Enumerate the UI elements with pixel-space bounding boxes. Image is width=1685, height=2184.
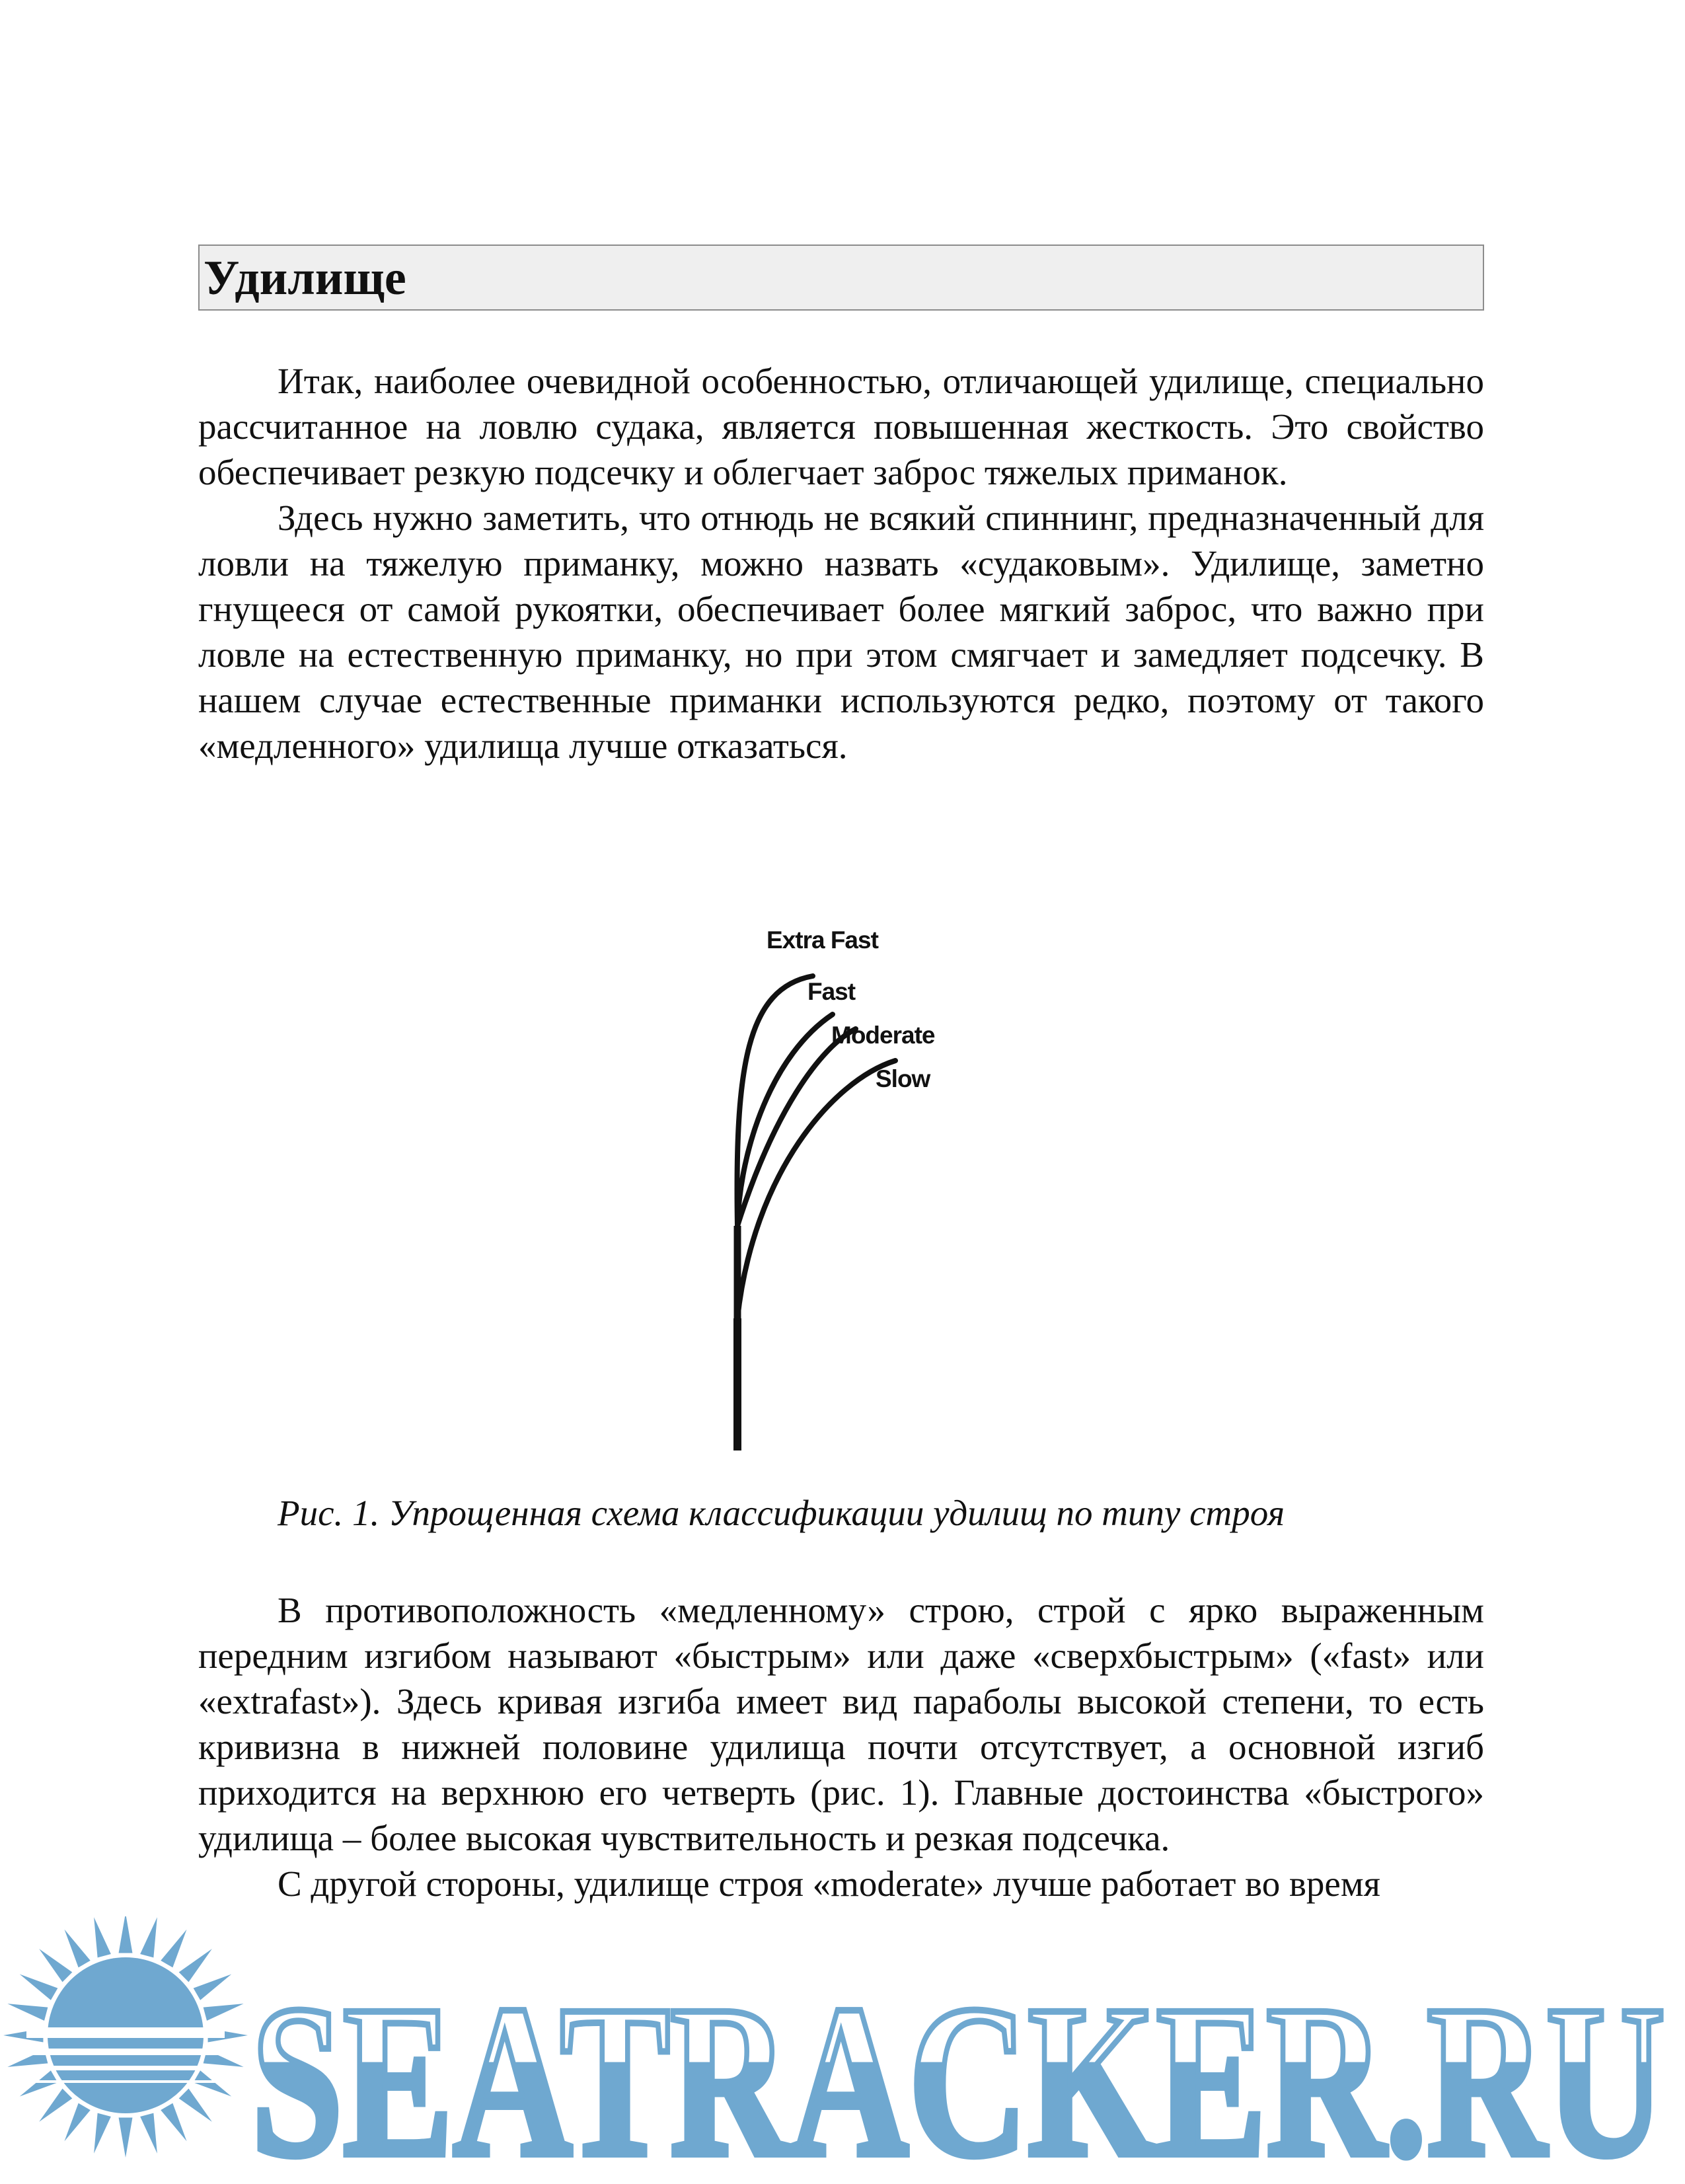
rod-action-diagram (727, 922, 965, 1477)
paragraph-body-1: В противоположность «медленному» строю, строй с ярко выраженным передним изгибом называют «быстрым» или даже «сверхбыстрым» («fast» или «extrafast»). Здесь кривая изгиба имеет вид параболы высокой степени, то есть кривизна в нижней половине удилища почти отсутствует, а основной изгиб приходится на верхнюю его четверть (рис. 1). Главные достоинства «быстрого» удилища – более высокая чувствительность и резкая подсечка. (198, 1590, 1484, 1858)
sun-ray (20, 1975, 58, 2000)
sun-ray (94, 2113, 111, 2154)
watermark (0, 1916, 1685, 2181)
sun-ray (140, 2113, 157, 2154)
label-extra-fast: Extra Fast (767, 926, 878, 954)
watermark-graphic (0, 1916, 1685, 2181)
rod-action-figure (727, 922, 965, 1477)
sun-ray (161, 1930, 186, 1968)
sun-ray (20, 2070, 58, 2096)
sun-icon (3, 1916, 248, 2158)
sun-ray (65, 1930, 91, 1968)
sun-ray (94, 1917, 111, 1957)
sun-ray (161, 2103, 186, 2142)
sun-ray (140, 1917, 157, 1957)
section-heading-box (198, 245, 1484, 311)
label-moderate: Moderate (831, 1022, 935, 1049)
sun-ray (194, 2070, 232, 2096)
sun-ray (179, 2089, 212, 2122)
label-fast: Fast (807, 978, 856, 1005)
sun-ray (194, 1975, 232, 2000)
figure-caption: Рис. 1. Упрощенная схема классификации удилищ по типу строя (278, 1493, 1285, 1533)
label-slow: Slow (876, 1065, 930, 1092)
sun-ray (119, 1916, 133, 1953)
paragraph-body-2: С другой стороны, удилище строя «moderate» лучше работает во время (278, 1864, 1380, 1904)
rod-curve-slow (737, 1061, 895, 1318)
sun-ray (39, 1949, 72, 1982)
paragraph-intro-1: Итак, наиболее очевидной особенностью, отличающей удилище, специально рассчитанное на ловлю судака, является повышенная жесткость. Это свойство обеспечивает резкую подсечку и облегчает заброс тяжелых приманок. (198, 361, 1484, 492)
sun-ray (119, 2118, 133, 2158)
sun-ray (204, 2004, 244, 2021)
sun-ray (65, 2103, 91, 2142)
intro-text (198, 358, 1484, 769)
section-heading: Удилище (204, 251, 406, 305)
paragraph-intro-2: Здесь нужно заметить, что отнюдь не всякий спиннинг, предназначенный для ловли на тяжелую приманку, можно назвать «судаковым». Удилище, заметно гнущееся от самой рукоятки, обеспечивает более мягкий заброс, что важно при ловле на естественную приманку, но при этом смягчает и замедляет подсечку. В нашем случае естественные приманки используются редко, поэтому от такого «медленного» удилища лучше отказаться. (198, 498, 1484, 766)
watermark-text: SEATRACKER.RU (251, 1961, 1665, 2181)
sun-ray (39, 2089, 72, 2122)
sun-ray (7, 2004, 48, 2021)
body-text (198, 1587, 1484, 1906)
sun-ray (179, 1949, 212, 1982)
